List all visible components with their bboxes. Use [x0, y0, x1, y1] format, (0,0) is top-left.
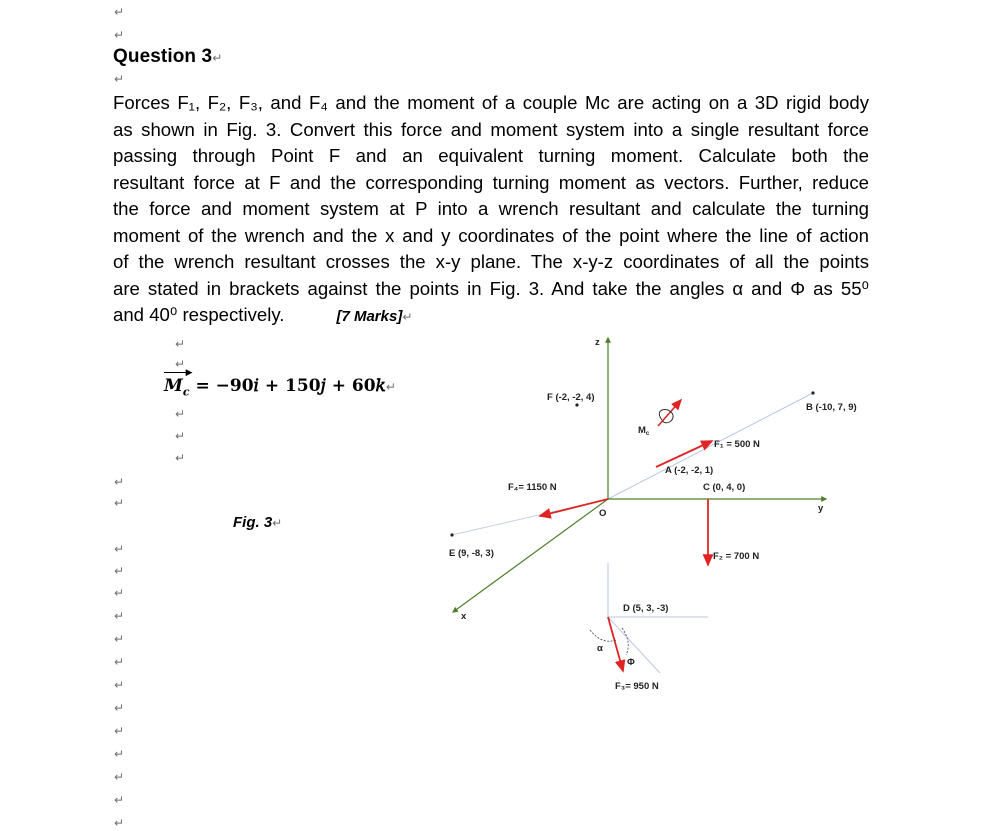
paragraph-mark: ↵ — [114, 632, 125, 646]
paragraph-mark: ↵ — [114, 496, 125, 510]
body-line: the force and moment system at P into a wrench resultant and calculate the turning — [113, 198, 869, 219]
paragraph-mark: ↵ — [114, 655, 125, 669]
moment-mc-label — [638, 425, 650, 437]
point-b — [811, 391, 814, 394]
moment-subscript: c — [182, 385, 190, 399]
paragraph-mark: ↵ — [114, 542, 125, 556]
paragraph-mark: ↵ — [385, 380, 396, 394]
body-line: of the wrench resultant crosses the x-y plane. The x-y-z coordinates of all the points — [113, 251, 869, 272]
paragraph-mark: ↵ — [114, 770, 125, 784]
force-f4-label: F₄= 1150 N — [508, 482, 557, 493]
point-e-label: E (9, -8, 3) — [449, 548, 494, 559]
force-f1-arrow — [656, 441, 712, 467]
body-line: as shown in Fig. 3. Convert this force and moment system into a single resultant force — [113, 118, 869, 140]
force-f4-arrow — [540, 499, 608, 516]
paragraph-mark: ↵ — [114, 475, 125, 489]
angle-phi-arc — [622, 628, 628, 655]
point-b-label: B (-10, 7, 9) — [806, 402, 857, 413]
point-c-label: C (0, 4, 0) — [703, 482, 746, 493]
paragraph-mark: ↵ — [114, 678, 125, 692]
last-line-text: and 40⁰ respectively. — [113, 304, 285, 325]
paragraph-mark: ↵ — [114, 793, 125, 807]
z-axis-label: z — [595, 337, 600, 348]
question-title-text: Question 3 — [113, 46, 213, 67]
paragraph-mark: ↵ — [114, 5, 125, 19]
paragraph-mark: ↵ — [402, 310, 413, 324]
paragraph-mark: ↵ — [114, 609, 125, 623]
paragraph-mark: ↵ — [212, 51, 223, 65]
paragraph-mark: ↵ — [114, 724, 125, 738]
point-d-label: D (5, 3, -3) — [623, 603, 669, 614]
x-axis-label: x — [461, 611, 467, 622]
paragraph-mark: ↵ — [114, 747, 125, 761]
body-line: resultant force at F and the corresponding turning moment as vectors. Further, reduce — [113, 171, 869, 193]
origin-label: O — [599, 508, 607, 519]
moment-label-letter: M — [638, 425, 646, 436]
body-line: Forces F₁, F₂, F₃, and F₄ and the moment of a couple Mᴄ are acting on a 3D rigid body — [113, 92, 869, 113]
paragraph-mark: ↵ — [175, 337, 186, 351]
moment-vector-symbol: ▶ $M_c$ — [164, 368, 193, 399]
paragraph-mark: ↵ — [114, 28, 125, 42]
body-line: moment of the wrench and the x and y coordinates of the point where the line of action — [113, 224, 869, 246]
paragraph-mark: ↵ — [175, 407, 186, 421]
moment-symbol: M — [164, 376, 183, 396]
paragraph-mark: ↵ — [175, 451, 186, 465]
paragraph-mark: ↵ — [114, 816, 125, 830]
paragraph-mark: ↵ — [114, 701, 125, 715]
force-f1-label: F₁ = 500 N — [714, 439, 760, 450]
moment-value: = −90𝑖 + 150𝑗 + 60𝑘 — [195, 376, 386, 396]
angle-alpha-label: α — [597, 643, 603, 654]
body-line: passing through Point F and an equivalent turning moment. Calculate both the — [113, 145, 869, 166]
force-f2-label: F₂ = 700 N — [713, 551, 760, 562]
angle-phi-label: Φ — [627, 657, 635, 668]
point-f — [575, 403, 578, 406]
paragraph-mark: ↵ — [272, 516, 283, 530]
body-line: are stated in brackets against the points in Fig. 3. And take the angles α and Φ as 55⁰ — [113, 277, 869, 299]
figure-caption-text: Fig. 3 — [233, 514, 273, 531]
paragraph-mark: ↵ — [175, 357, 186, 371]
force-f3-label: F₃= 950 N — [615, 681, 659, 692]
moment-label-sub: c — [645, 431, 650, 437]
paragraph-mark: ↵ — [114, 586, 125, 600]
y-axis-label: y — [818, 503, 824, 514]
paragraph-mark: ↵ — [114, 72, 125, 86]
paragraph-mark: ↵ — [175, 429, 186, 443]
point-a-label: A (-2, -2, 1) — [665, 465, 714, 476]
point-e — [450, 533, 453, 536]
paragraph-mark: ↵ — [114, 564, 125, 578]
point-f-label: F (-2, -2, 4) — [547, 392, 595, 403]
marks-label: [7 Marks] — [336, 308, 403, 325]
